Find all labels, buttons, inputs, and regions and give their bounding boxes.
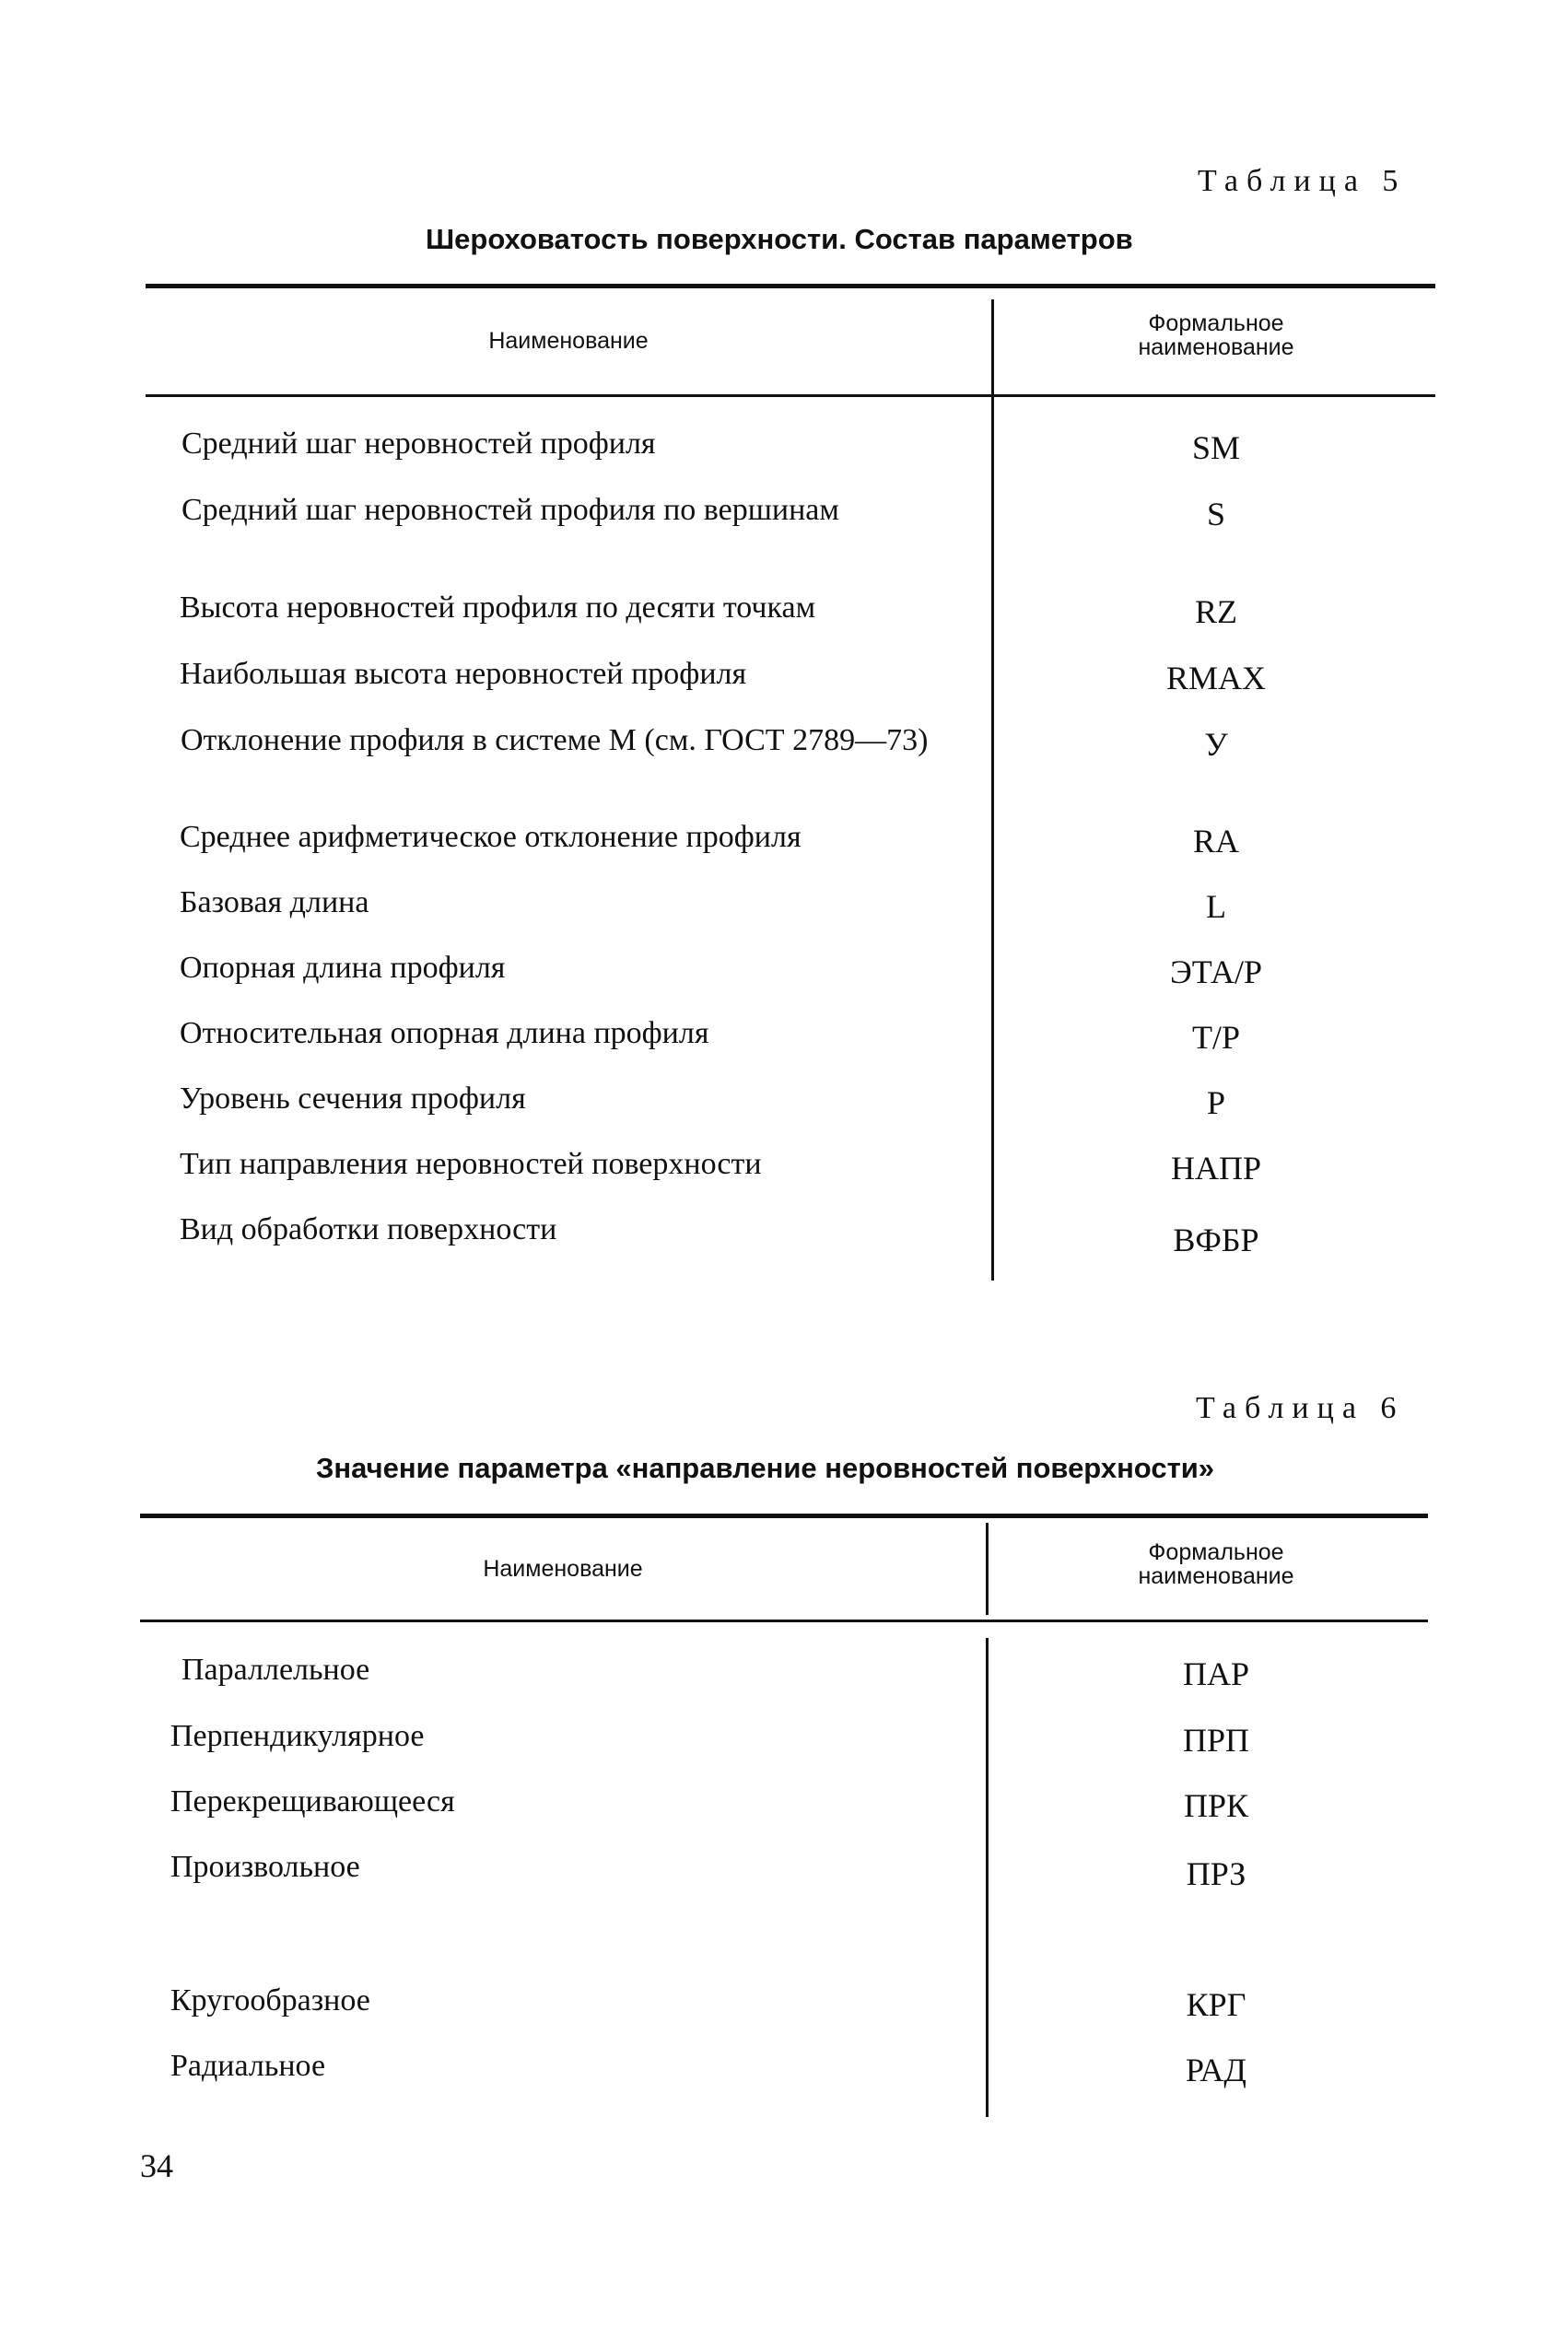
table6-row-name: Перпендикулярное xyxy=(170,1719,425,1753)
table5-row-name: Наибольшая высота неровностей профиля xyxy=(180,657,747,691)
table5-row-name: Среднее арифметическое отклонение профиля xyxy=(180,820,802,854)
table6-header-formal: Формальное наименование xyxy=(1138,1539,1294,1590)
table6-top-rule xyxy=(140,1514,1428,1518)
table5-label: Таблица 5 xyxy=(1198,164,1407,198)
table5-top-rule xyxy=(146,284,1435,288)
table6-label: Таблица 6 xyxy=(1196,1391,1405,1425)
table5-row-name: Средний шаг неровностей профиля по вершинам xyxy=(181,493,839,527)
table6-header-rule xyxy=(140,1620,1428,1622)
table6-column-divider xyxy=(986,1523,989,1615)
table6-row-name: Перекрещивающееся xyxy=(170,1784,455,1819)
table5-title: Шероховатость поверхности. Состав параметров xyxy=(426,223,1133,255)
page-number: 34 xyxy=(140,2147,173,2184)
table5-row-code: SM xyxy=(1191,429,1241,466)
table5-header-formal: Формальное наименование xyxy=(1138,310,1294,361)
table6-title: Значение параметра «направление неровностей поверхности» xyxy=(316,1452,1215,1484)
table5-row-code: НАПР xyxy=(1170,1150,1261,1187)
table5-row-name: Средний шаг неровностей профиля xyxy=(181,427,656,461)
table5-row-name: Базовая длина xyxy=(180,885,369,919)
table5-row-code: RZ xyxy=(1194,593,1237,630)
table6-row-code: ПРП xyxy=(1182,1722,1250,1759)
table5-row-code: У xyxy=(1204,726,1228,763)
table5-header-rule xyxy=(146,394,1435,397)
table6-row-code: КРГ xyxy=(1186,1986,1246,2023)
table5-header-name: Наименование xyxy=(488,328,649,354)
table5-row-code: ЭТА/Р xyxy=(1170,953,1262,990)
table5-row-code: RA xyxy=(1192,823,1239,860)
table6-row-code: РАД xyxy=(1186,2052,1246,2088)
table6-row-code: ПРК xyxy=(1183,1787,1249,1824)
table6-row-code: ПРЗ xyxy=(1186,1855,1246,1892)
table6-row-name: Кругообразное xyxy=(170,1983,370,2017)
table6-row-name: Параллельное xyxy=(181,1653,370,1687)
table5-row-name: Отклонение профиля в системе М (см. ГОСТ 2789—73) xyxy=(181,723,929,757)
table5-row-name: Опорная длина профиля xyxy=(180,951,506,985)
table5-row-name: Вид обработки поверхности xyxy=(180,1212,557,1246)
table5-row-code: L xyxy=(1206,888,1226,925)
table5-row-code: Р xyxy=(1206,1084,1226,1121)
table6-row-name: Радиальное xyxy=(170,2049,326,2083)
table5-column-divider xyxy=(991,299,994,1281)
table5-row-name: Высота неровностей профиля по десяти точкам xyxy=(180,591,816,625)
table5-row-code: S xyxy=(1206,496,1226,532)
table5-row-code: Т/Р xyxy=(1191,1019,1240,1056)
table6-row-code: ПАР xyxy=(1182,1655,1250,1692)
table5-row-name: Уровень сечения профиля xyxy=(180,1082,526,1116)
table5-row-code: ВФБР xyxy=(1173,1222,1259,1258)
table5-row-name: Тип направления неровностей поверхности xyxy=(180,1147,762,1181)
table6-column-divider xyxy=(986,1638,989,2117)
table5-row-name: Относительная опорная длина профиля xyxy=(180,1016,709,1050)
table6-header-name: Наименование xyxy=(483,1556,643,1582)
table5-row-code: RMAX xyxy=(1165,660,1267,696)
table6-row-name: Произвольное xyxy=(170,1850,360,1884)
